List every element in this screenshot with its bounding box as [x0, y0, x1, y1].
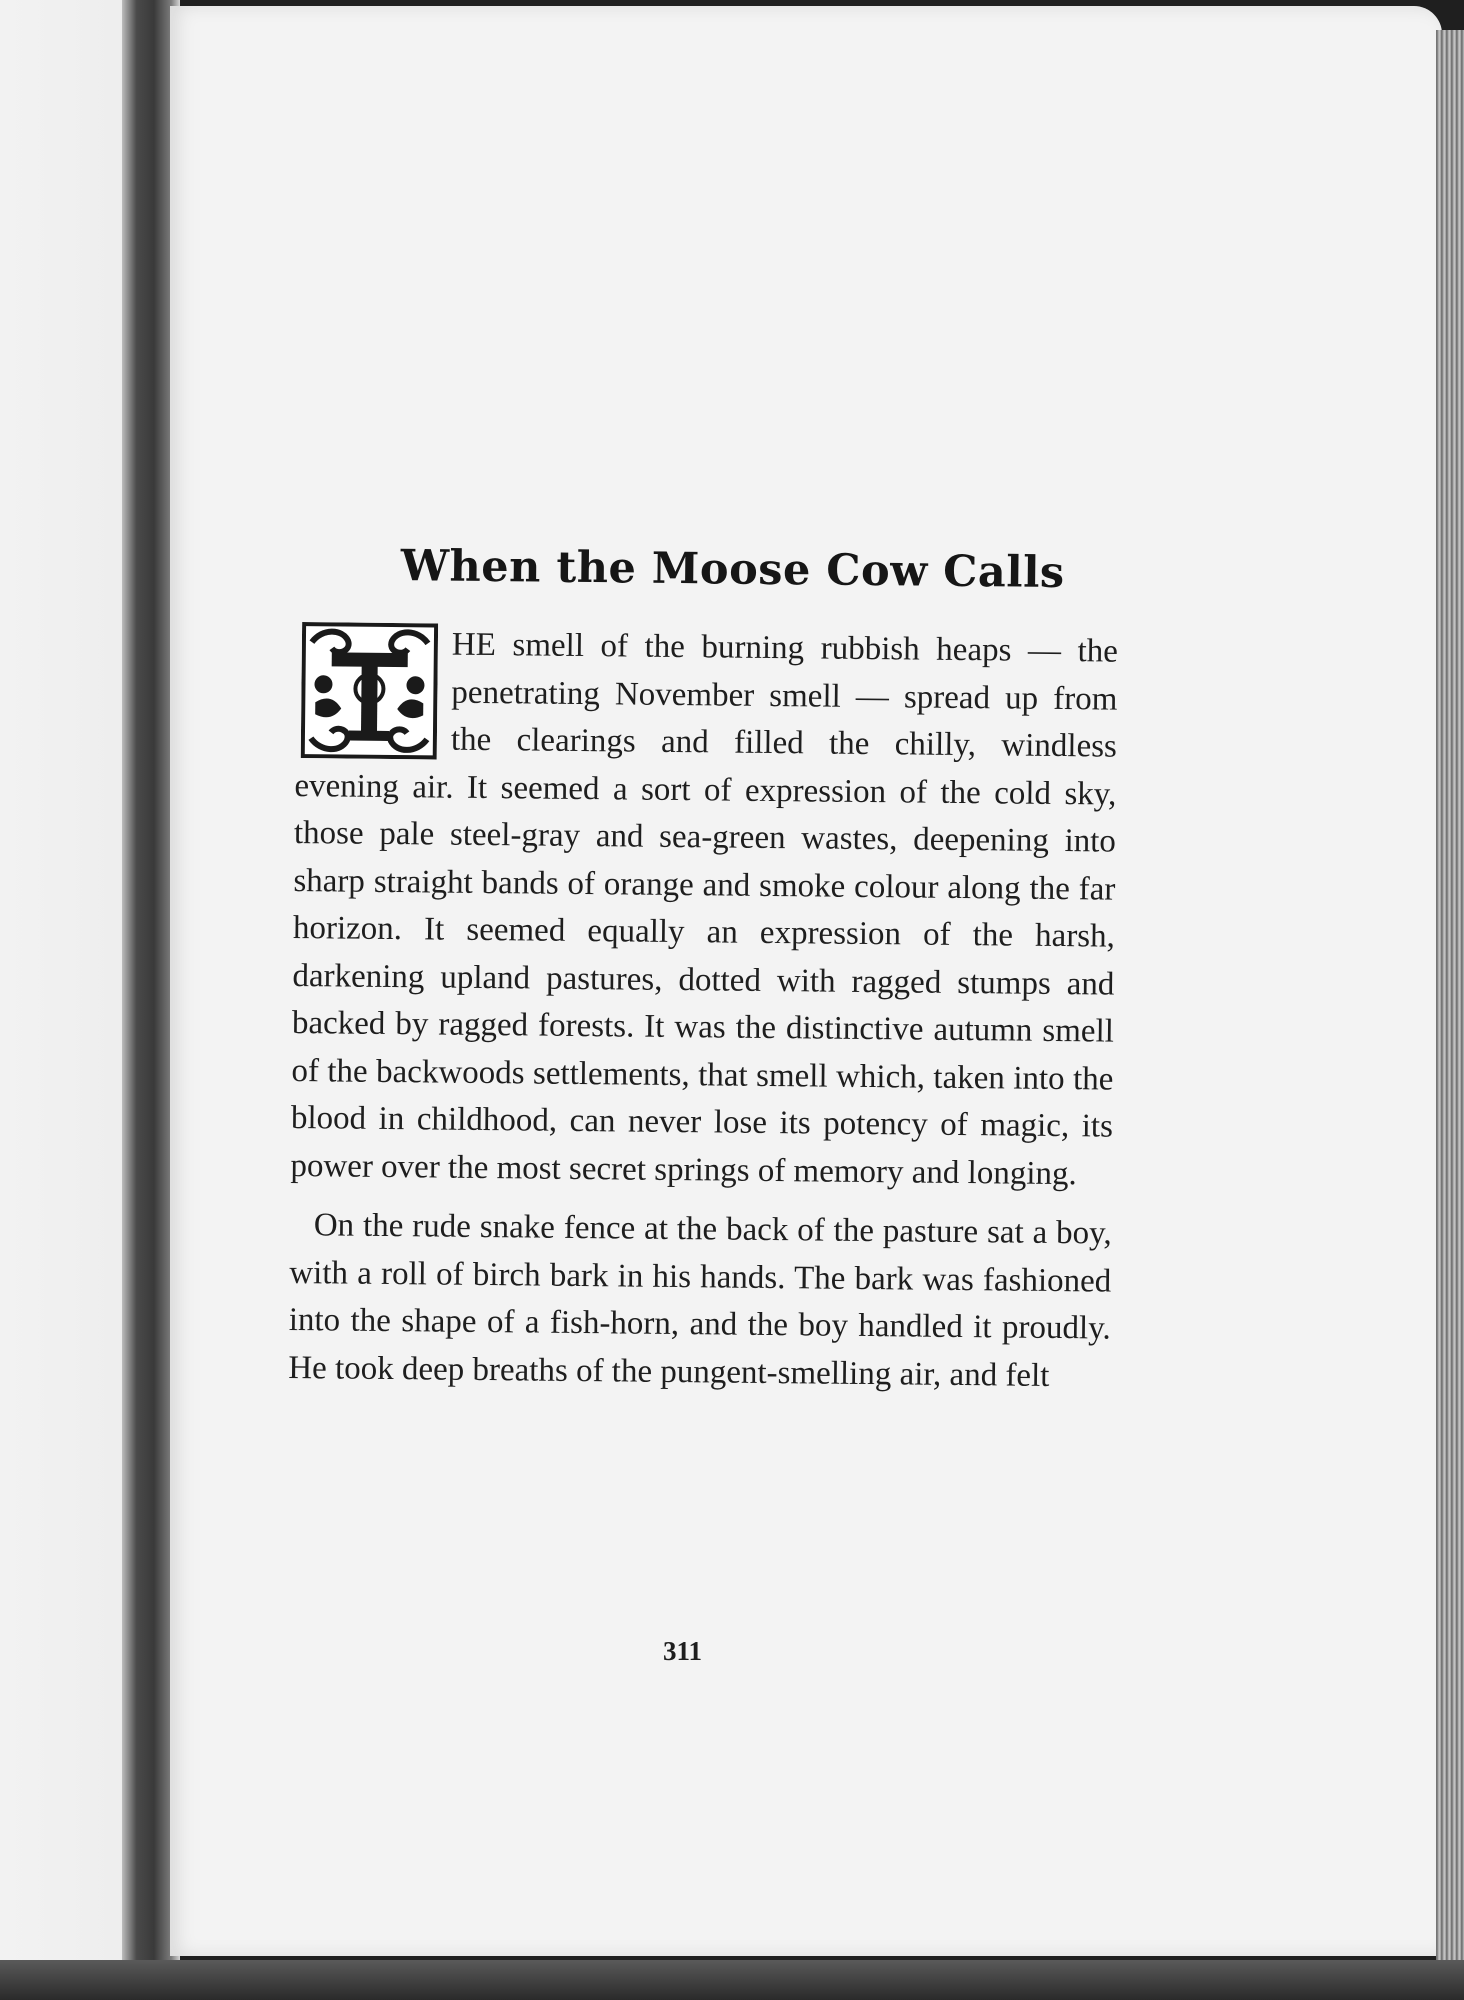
page-number: 311 [663, 1636, 703, 1666]
chapter-title: When the Moose Cow Calls [400, 541, 1065, 599]
page-fore-edge [1436, 30, 1464, 1980]
paragraph-2: On the rude snake fence at the back of the pasture sat a boy, with a roll of birch bark in his hands. The bark was fashioned into the shape of a fish-horn, and the boy handled it proudly. He took deep breaths of the pungent-smelling air, and felt [288, 1207, 1112, 1394]
ornament-icon [301, 622, 438, 759]
bottom-edge [0, 1960, 1464, 2000]
paragraph-1 [290, 620, 1118, 1199]
ornamental-dropcap [301, 622, 438, 759]
paragraph-1-text: HE smell of the burning rubbish heaps — the penetrating November smell — spread up from the clearings and filled the chilly, windless evening air. It seemed a sort of expression of the cold sky, those pale steel-gray and sea-green wastes, deepening into sharp straight bands of orange and smoke colour along the far horizon. It seemed equally an expression of the harsh, darkening upland pastures, dotted with ragged stumps and backed by ragged forests. It was the distinctive autumn smell of the backwoods settlements, that smell which, taken into the blood in childhood, can never lose its potency of magic, its power over the most secret springs of memory and longing. [290, 626, 1119, 1192]
text-block [288, 540, 1119, 1401]
